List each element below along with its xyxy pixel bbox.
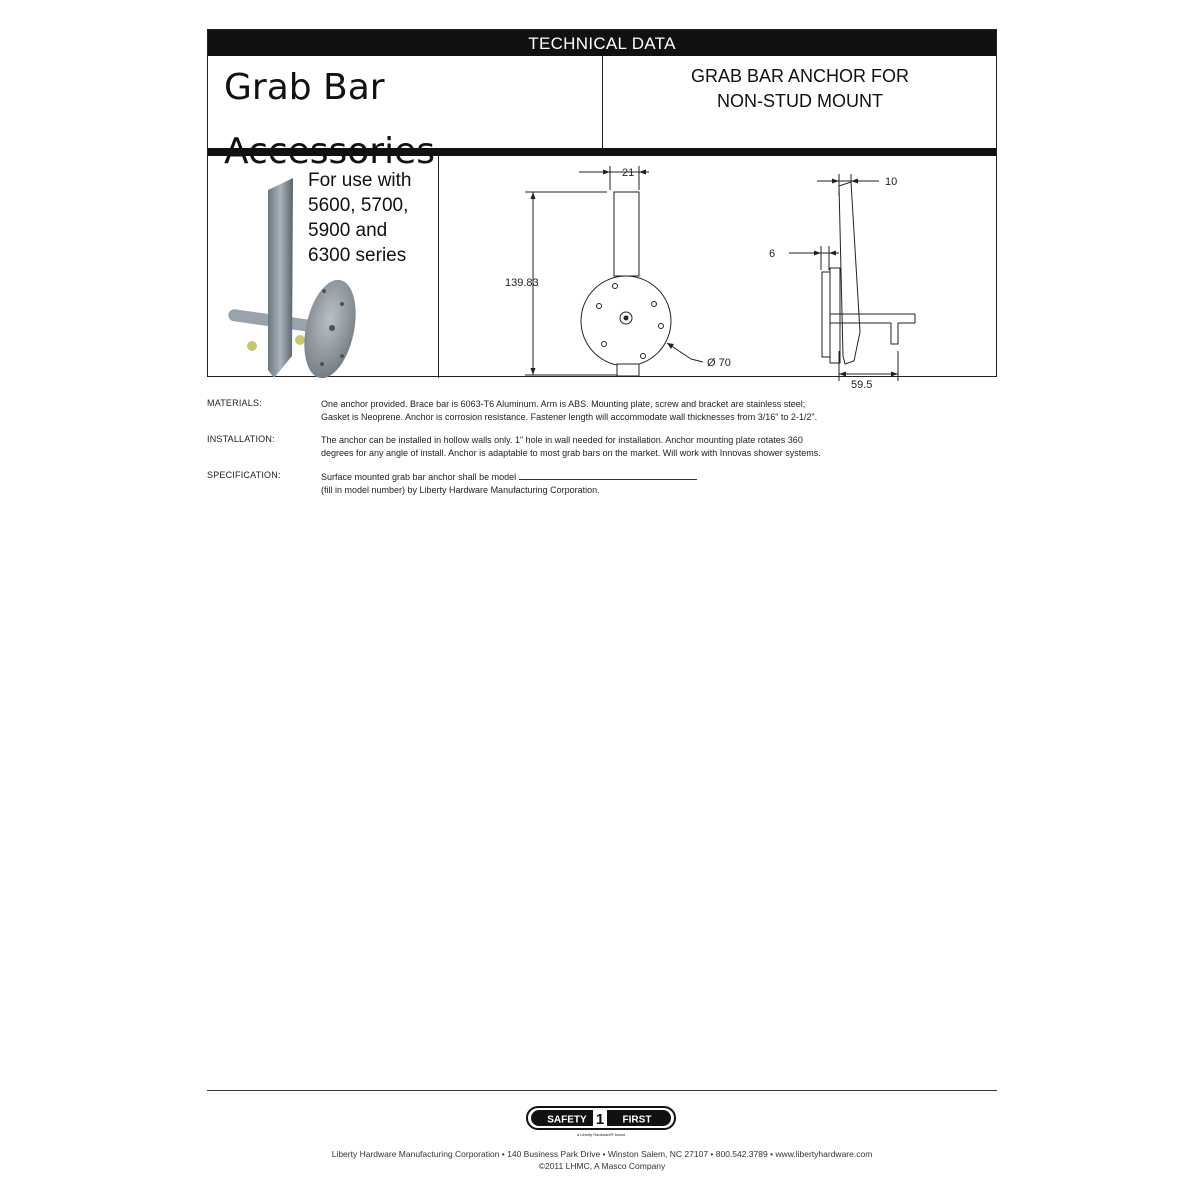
usage-line-3: 5900 and: [308, 220, 388, 241]
spec-materials: [207, 398, 997, 424]
spec-installation: [207, 434, 997, 460]
dim-side-top: 10: [885, 176, 898, 188]
spec-label: SPECIFICATION:: [207, 470, 281, 480]
dim-front-width: 21: [622, 167, 635, 179]
product-name: [604, 56, 996, 148]
spec-model-prompt: Surface mounted grab bar anchor shall be model: [321, 472, 517, 482]
spec-text-line: One anchor provided. Brace bar is 6063-T6 Aluminum. Arm is ABS. Mounting plate, screw and bracket are stainless steel;: [321, 399, 806, 409]
footer-copyright: ©2011 LHMC, A Masco Company: [538, 1161, 666, 1171]
technical-drawing: [439, 156, 997, 391]
safety-first-logo: [525, 1104, 677, 1138]
spec-text-line: (fill in model number) by Liberty Hardware Manufacturing Corporation.: [321, 485, 600, 495]
spec-label: INSTALLATION:: [207, 434, 275, 444]
logo-text-right: FIRST: [622, 1114, 652, 1126]
spec-specification: [207, 470, 997, 497]
model-number-blank: [519, 470, 697, 480]
product-name-line-2: NON-STUD MOUNT: [717, 91, 883, 111]
spec-text-line: Gasket is Neoprene. Anchor is corrosion resistance. Fastener length will accommodate wall thicknesses from 3/16" to 2-1/2".: [321, 412, 818, 422]
usage-line-1: For use with: [308, 170, 412, 191]
dim-side-depth: 59.5: [851, 379, 873, 391]
spec-text: [321, 470, 997, 497]
spec-block: [207, 398, 997, 507]
spec-text-line: The anchor can be installed in hollow walls only. 1" hole in wall needed for installation. Anchor mounting plate rotates 360: [321, 435, 803, 445]
usage-note: [308, 168, 428, 268]
technical-drawing-cell: [439, 156, 996, 391]
logo-mark: 1: [595, 1111, 605, 1128]
title-row: [208, 56, 996, 172]
usage-line-2: 5600, 5700,: [308, 195, 409, 216]
spec-text-line: degrees for any angle of install. Anchor is adaptable to most grab bars on the market. Will work with Innovas shower systems.: [321, 448, 821, 458]
footer-address: Liberty Hardware Manufacturing Corporation • 140 Business Park Drive • Winston Salem, NC 27107 • 800.542.3789 • www.libertyhardware.com: [331, 1149, 873, 1159]
spec-label: MATERIALS:: [207, 398, 262, 408]
logo-subtext: a Liberty Hardware® brand: [576, 1132, 626, 1137]
footer-divider: [207, 1090, 997, 1091]
technical-data-sheet: [207, 29, 997, 391]
dim-plate-diameter: Ø 70: [707, 357, 731, 369]
product-name-line-1: GRAB BAR ANCHOR FOR: [690, 66, 910, 86]
dim-front-height: 139.83: [505, 277, 539, 289]
page-title: Grab Bar Accessories: [208, 56, 603, 148]
technical-data-band: TECHNICAL DATA: [208, 30, 996, 56]
logo-text-left: SAFETY: [547, 1114, 587, 1126]
content-row: [208, 156, 996, 391]
spec-text: [321, 398, 997, 424]
spec-text: [321, 434, 997, 460]
product-photo-cell: [208, 156, 439, 378]
spec-text-line: [321, 470, 997, 484]
dim-side-gasket: 6: [769, 248, 776, 260]
usage-line-4: 6300 series: [308, 245, 407, 266]
